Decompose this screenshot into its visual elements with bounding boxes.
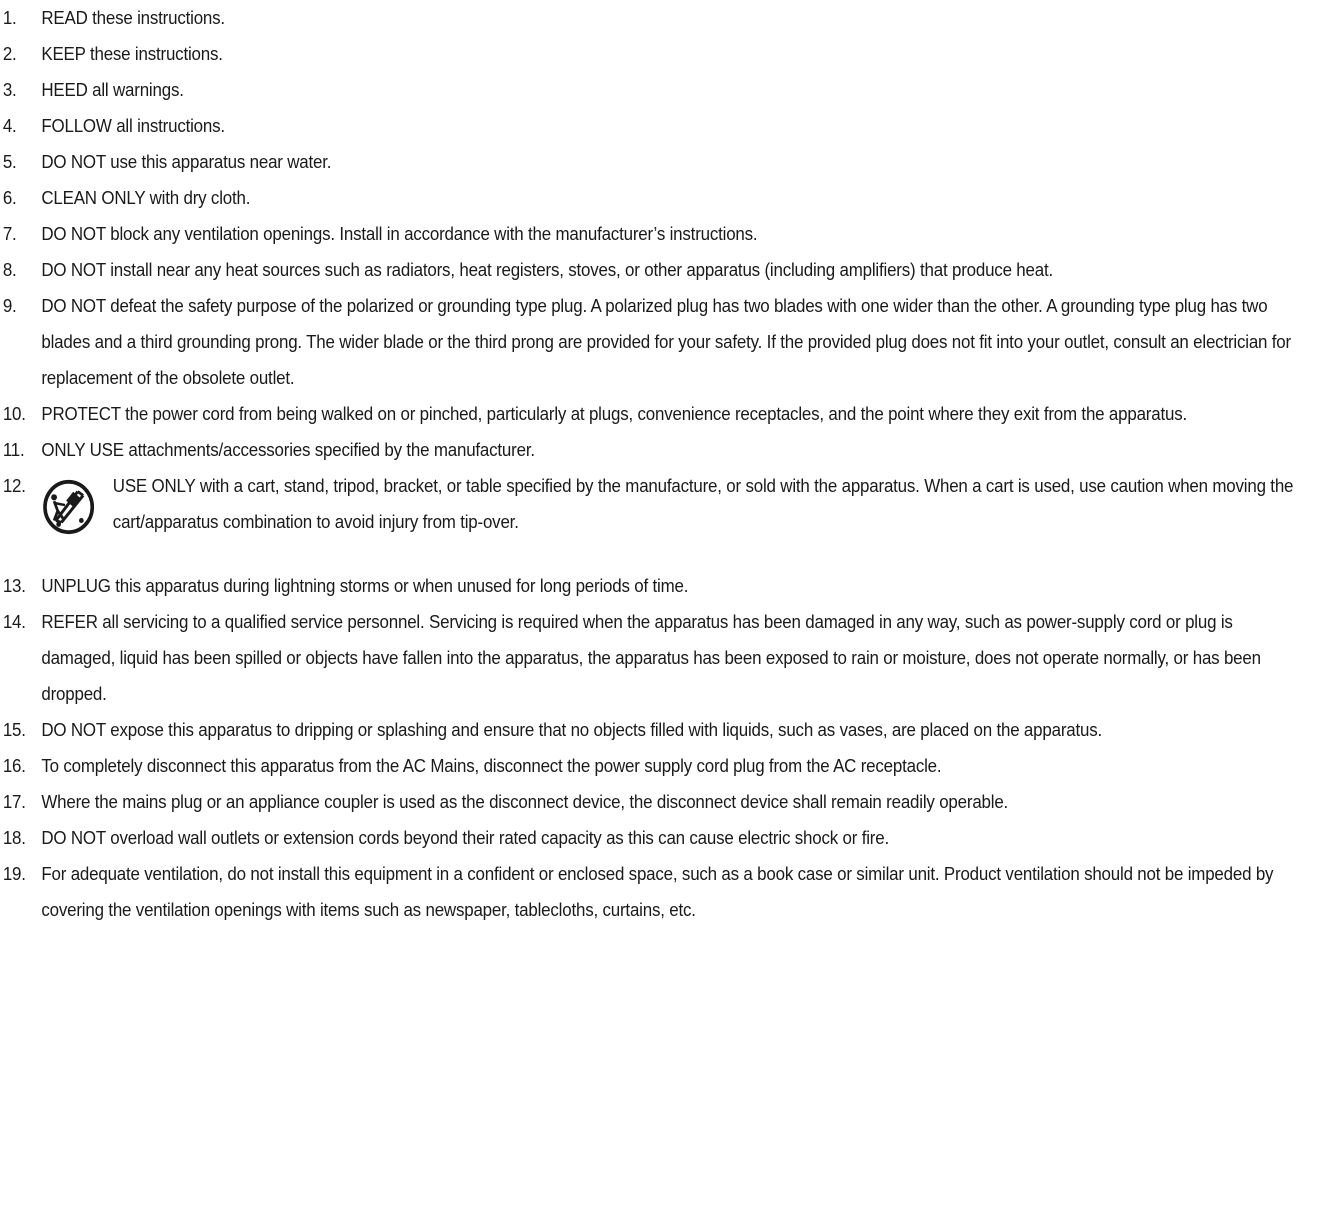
instruction-text: For adequate ventilation, do not install this equipment in a confident or enclosed space, such as a book case or similar unit. Product ventilation should not be impeded by covering the ventilation openings with items such as newspaper, tablecloths, curtains, etc. xyxy=(41,864,1274,920)
instruction-item-11 xyxy=(0,432,1316,468)
instruction-text: DO NOT expose this apparatus to dripping or splashing and ensure that no objects filled with liquids, such as vases, are placed on the apparatus. xyxy=(41,720,1103,740)
instruction-number: 4. xyxy=(2,116,17,136)
instruction-text: UNPLUG this apparatus during lightning storms or when unused for long periods of time. xyxy=(41,576,689,596)
instruction-number: 3. xyxy=(2,80,17,100)
instruction-item-17 xyxy=(0,784,1316,820)
instruction-item-2 xyxy=(0,36,1316,72)
instruction-item-6 xyxy=(0,180,1316,216)
instruction-text: DO NOT install near any heat sources such as radiators, heat registers, stoves, or other apparatus (including amplifiers) that produce heat. xyxy=(41,260,1054,280)
instruction-item-15 xyxy=(0,712,1316,748)
instruction-text: Where the mains plug or an appliance coupler is used as the disconnect device, the disconnect device shall remain readily operable. xyxy=(41,792,1009,812)
instruction-item-10 xyxy=(0,396,1316,432)
instruction-text: KEEP these instructions. xyxy=(41,44,223,64)
instruction-number: 1. xyxy=(2,8,17,28)
cart-tip-over-warning-icon xyxy=(41,468,112,536)
instruction-text: DO NOT defeat the safety purpose of the polarized or grounding type plug. A polarized plug has two blades with one wider than the other. A grounding type plug has two blades and a third grounding prong. The wider blade or the third prong are provided for your safety. If the provided plug does not fit into your outlet, consult an electrician for replacement of the obsolete outlet. xyxy=(41,296,1291,388)
instruction-number: 6. xyxy=(2,188,17,208)
instruction-item-4 xyxy=(0,108,1316,144)
instruction-text: CLEAN ONLY with dry cloth. xyxy=(41,188,251,208)
instruction-number: 18. xyxy=(2,828,26,848)
instruction-number: 8. xyxy=(2,260,17,280)
instruction-number: 9. xyxy=(2,296,17,316)
instruction-text: DO NOT use this apparatus near water. xyxy=(41,152,332,172)
instruction-text: PROTECT the power cord from being walked on or pinched, particularly at plugs, convenience receptacles, and the point where they exit from the apparatus. xyxy=(41,404,1187,424)
instruction-item-9 xyxy=(0,288,1316,396)
instruction-number: 5. xyxy=(2,152,17,172)
instruction-text: FOLLOW all instructions. xyxy=(41,116,225,136)
instruction-text: USE ONLY with a cart, stand, tripod, bracket, or table specified by the manufacture, or sold with the apparatus. When a cart is used, use caution when moving the cart/apparatus combination to avoid injury from tip-over. xyxy=(112,476,1294,532)
instruction-number: 13. xyxy=(2,576,26,596)
instruction-number: 17. xyxy=(2,792,26,812)
instruction-item-19 xyxy=(0,856,1316,928)
instruction-text: READ these instructions. xyxy=(41,8,225,28)
instruction-number: 7. xyxy=(2,224,17,244)
instruction-text: DO NOT overload wall outlets or extension cords beyond their rated capacity as this can cause electric shock or fire. xyxy=(41,828,889,848)
instruction-item-7 xyxy=(0,216,1316,252)
instruction-item-3 xyxy=(0,72,1316,108)
instruction-item-5 xyxy=(0,144,1316,180)
instruction-text: REFER all servicing to a qualified service personnel. Servicing is required when the apparatus has been damaged in any way, such as power-supply cord or plug is damaged, liquid has been spilled or objects have fallen into the apparatus, the apparatus has been exposed to rain or moisture, does not operate normally, or has been dropped. xyxy=(41,612,1261,704)
instruction-number: 16. xyxy=(2,756,26,776)
instruction-number: 19. xyxy=(2,864,26,884)
instruction-number: 2. xyxy=(2,44,17,64)
instruction-number: 11. xyxy=(2,440,25,460)
instruction-body xyxy=(41,468,1316,540)
instruction-item-12 xyxy=(0,468,1316,540)
instruction-item-14 xyxy=(0,604,1316,712)
instruction-number: 12. xyxy=(2,476,26,496)
instruction-item-18 xyxy=(0,820,1316,856)
instruction-number: 14. xyxy=(2,612,26,632)
instruction-text: To completely disconnect this apparatus from the AC Mains, disconnect the power supply cord plug from the AC receptacle. xyxy=(41,756,942,776)
instruction-item-8 xyxy=(0,252,1316,288)
instruction-text: ONLY USE attachments/accessories specified by the manufacturer. xyxy=(41,440,535,460)
instruction-item-1 xyxy=(0,0,1316,36)
instruction-text: HEED all warnings. xyxy=(41,80,184,100)
instruction-item-13 xyxy=(0,568,1316,604)
spacer xyxy=(0,540,1316,568)
instruction-number: 10. xyxy=(2,404,26,424)
instruction-number: 15. xyxy=(2,720,26,740)
instruction-item-16 xyxy=(0,748,1316,784)
instruction-text: DO NOT block any ventilation openings. Install in accordance with the manufacturer’s instructions. xyxy=(41,224,758,244)
